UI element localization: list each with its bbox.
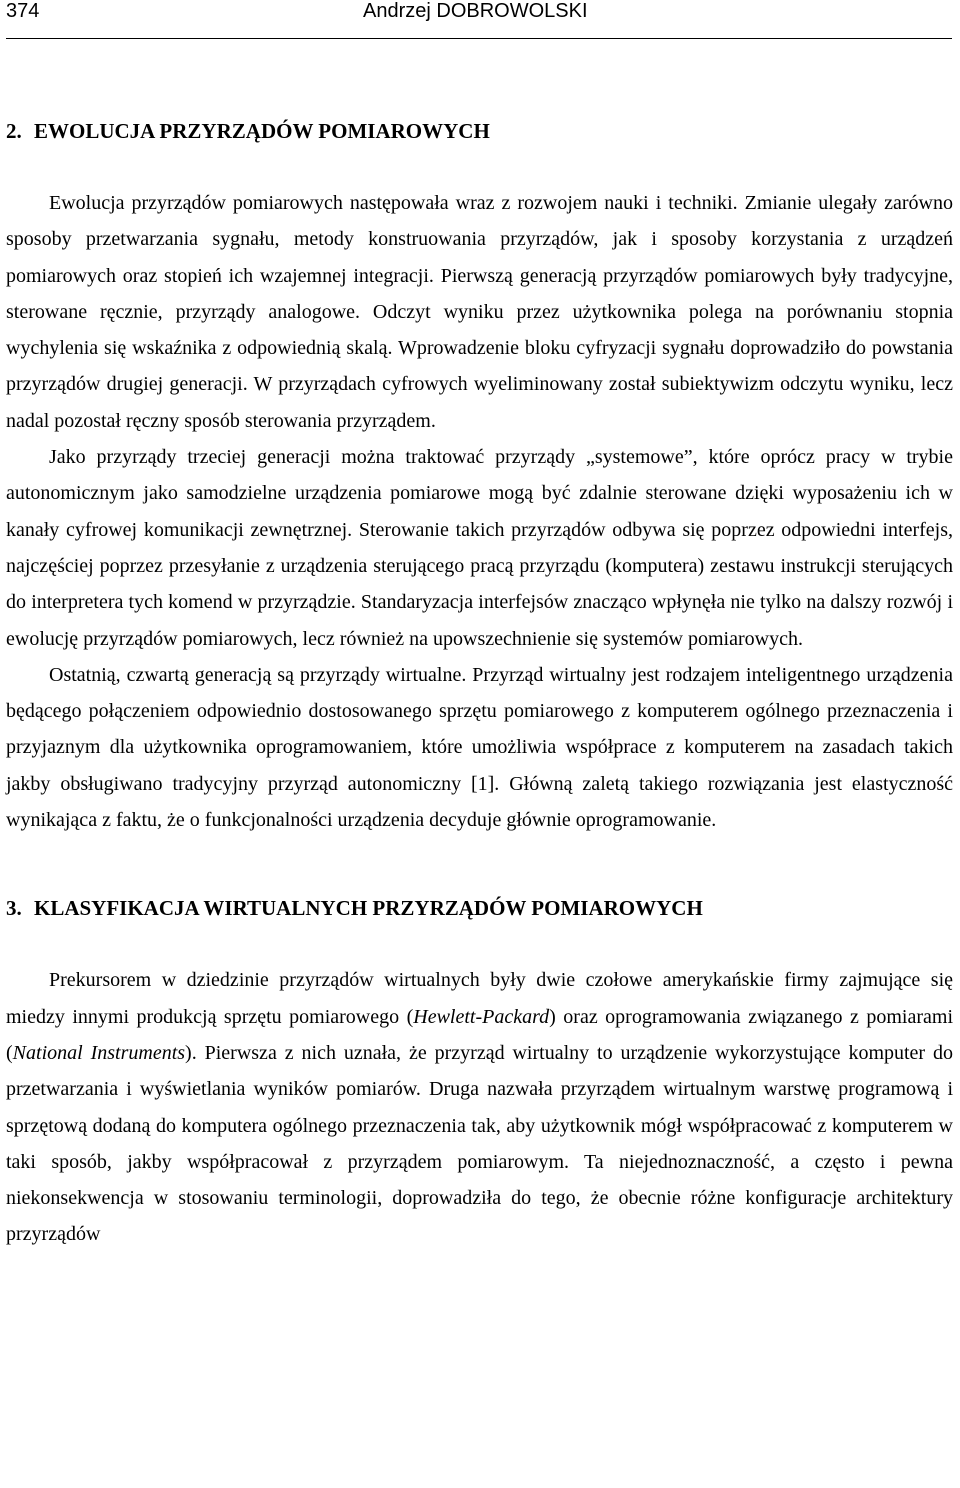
section-heading [6, 113, 953, 149]
spacer [6, 149, 953, 185]
section-number: 2. [6, 119, 22, 143]
body-paragraph [6, 962, 953, 1252]
section-title: EWOLUCJA PRZYRZĄDÓW POMIAROWYCH [34, 119, 490, 143]
section-title: KLASYFIKACJA WIRTUALNYCH PRZYRZĄDÓW POMIAROWYCH [34, 896, 703, 921]
running-header-author: Andrzej DOBROWOLSKI [363, 0, 588, 22]
spacer [6, 838, 953, 890]
body-paragraph: Jako przyrządy trzeciej generacji można traktować przyrządy „systemowe”, które oprócz pracy w trybie autonomicznym jako samodzielne urządzenia pomiarowe mogą być zdalnie sterowane dzięki wyposażeniu ich w kanały cyfrowej komunikacji zewnętrznej. Sterowanie takich przyrządów odbywa się poprzez odpowiedni interfejs, najczęściej poprzez przesyłanie z urządzenia sterującego pracą przyrządu (komputera) zestawu instrukcji sterujących do interpretera tych komend w przyrządzie. Standaryzacja interfejsów znacząco wpłynęła nie tylko na dalszy rozwój i ewolucję przyrządów pomiarowych, lecz również na upowszechnienie się systemów pomiarowych. [6, 446, 953, 650]
paragraph-text: ) oraz oprogramowania związanego z pomiarami ( [6, 1005, 954, 1064]
page-body [6, 113, 953, 1253]
paragraph-text: ). Pierwsza z nich uznała, że przyrząd wirtualny to urządzenie wykorzystujące komputer do przetwarzania i wyświetlania wyników pomiarów. Druga nazwała przyrządem wirtualnym warstwę programową i sprzętową dodaną do komputera ogólnego przeznaczenia tak, aby użytkownik mógł współpracować z komputerem w taki sposób, jakby współpracował z przyrządem pomiarowym. Ta niejednoznaczność, a często i pewna niekonsekwencja w stosowaniu terminologii, doprowadziła do tego, że obecnie różne konfiguracje architektury przyrządów [6, 1041, 954, 1246]
running-header [6, 0, 952, 39]
body-paragraph: Ostatnią, czwartą generacją są przyrządy wirtualne. Przyrząd wirtualny jest rodzajem inteligentnego urządzenia będącego połączeniem odpowiednio dostosowanego sprzętu pomiarowego z komputerem ogólnego przeznaczenia i przyjaznym dla użytkownika oprogramowaniem, które umożliwia współprace z komputerem na zasadach takich jakby obsługiwano tradycyjny przyrząd autonomiczny [1]. Główną zaletą takiego rozwiązania jest elastyczność wynikająca z faktu, że o funkcjonalności urządzenia decyduje głównie oprogramowanie. [6, 663, 953, 832]
spacer [6, 926, 953, 962]
page-number: 374 [6, 0, 40, 22]
company-name: Hewlett-Packard [413, 1005, 550, 1028]
paragraph-text: Prekursorem w dziedzinie przyrządów wirtualnych były dwie czołowe amerykańskie firmy zajmujące się miedzy innymi produkcją sprzętu pomiarowego ( [6, 969, 953, 1028]
company-name: National Instruments [12, 1041, 186, 1064]
section-heading [6, 890, 953, 926]
body-paragraph: Ewolucja przyrządów pomiarowych następowała wraz z rozwojem nauki i techniki. Zmianie ulegały zarówno sposoby przetwarzania sygnału, metody konstruowania przyrządów, jak i sposoby korzystania z urządzeń pomiarowych oraz stopień ich wzajemnej integracji. Pierwszą generacją przyrządów pomiarowych były tradycyjne, sterowane ręcznie, przyrządy analogowe. Odczyt wyniku przez użytkownika polega na porównaniu stopnia wychylenia się wskaźnika z odpowiednią skalą. Wprowadzenie bloku cyfryzacji sygnału doprowadziło do powstania przyrządów drugiej generacji. W przyrządach cyfrowych wyeliminowany został subiektywizm odczytu wyniku, lecz nadal pozostał ręczny sposób sterowania przyrządem. [6, 192, 953, 432]
section-number: 3. [6, 896, 22, 921]
